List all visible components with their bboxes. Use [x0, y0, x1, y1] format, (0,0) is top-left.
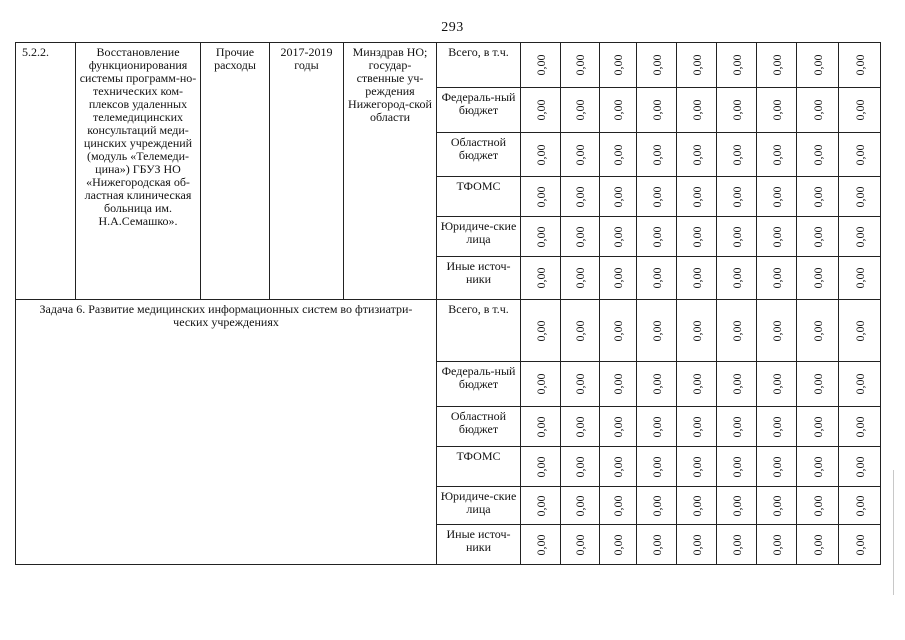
value-cell: 0,00 [677, 177, 717, 217]
value-cell: 0,00 [561, 177, 600, 217]
value-cell: 0,00 [637, 257, 677, 300]
value-cell: 0,00 [839, 362, 881, 407]
value-cell: 0,00 [717, 257, 757, 300]
value-cell: 0,00 [757, 177, 797, 217]
value-cell: 0,00 [561, 487, 600, 525]
value-cell: 0,00 [797, 177, 839, 217]
value-cell: 0,00 [600, 43, 637, 88]
value-cell: 0,00 [757, 447, 797, 487]
value-cell: 0,00 [757, 88, 797, 133]
value-cell: 0,00 [600, 362, 637, 407]
value-cell: 0,00 [757, 362, 797, 407]
value-cell: 0,00 [600, 525, 637, 565]
value-cell: 0,00 [561, 43, 600, 88]
value-cell: 0,00 [677, 257, 717, 300]
value-cell: 0,00 [600, 487, 637, 525]
value-cell: 0,00 [561, 217, 600, 257]
value-cell: 0,00 [717, 300, 757, 362]
value-cell: 0,00 [600, 257, 637, 300]
funding-source: Иные источ-ники [437, 525, 521, 565]
funding-source: Всего, в т.ч. [437, 300, 521, 362]
funding-source: Юридиче-ские лица [437, 217, 521, 257]
value-cell: 0,00 [839, 525, 881, 565]
value-cell: 0,00 [600, 133, 637, 177]
value-cell: 0,00 [677, 43, 717, 88]
value-cell: 0,00 [839, 177, 881, 217]
value-cell: 0,00 [561, 300, 600, 362]
value-cell: 0,00 [717, 43, 757, 88]
value-cell: 0,00 [839, 88, 881, 133]
value-cell: 0,00 [757, 43, 797, 88]
value-cell: 0,00 [637, 177, 677, 217]
value-cell: 0,00 [521, 88, 561, 133]
value-cell: 0,00 [717, 217, 757, 257]
value-cell: 0,00 [521, 525, 561, 565]
value-cell: 0,00 [717, 525, 757, 565]
value-cell: 0,00 [521, 300, 561, 362]
value-cell: 0,00 [717, 177, 757, 217]
scan-edge-line [893, 470, 894, 595]
value-cell: 0,00 [797, 487, 839, 525]
value-cell: 0,00 [521, 43, 561, 88]
value-cell: 0,00 [637, 217, 677, 257]
expense-type: Прочие расходы [201, 43, 270, 300]
value-cell: 0,00 [637, 133, 677, 177]
value-cell: 0,00 [797, 257, 839, 300]
value-cell: 0,00 [839, 257, 881, 300]
value-cell: 0,00 [521, 447, 561, 487]
funding-source: Федераль-ный бюджет [437, 362, 521, 407]
value-cell: 0,00 [521, 177, 561, 217]
value-cell: 0,00 [637, 447, 677, 487]
measure-name: Восстановление функционирования системы программ-но-технических ком-плексов удаленных телемедицинских консультаций меди-цинских учреждений (модуль «Телемеди-цина») ГБУЗ НО «Нижегородская об-ластная клиническая больница им. Н.А.Семашко». [76, 43, 201, 300]
value-cell: 0,00 [757, 407, 797, 447]
funding-source: Федераль-ный бюджет [437, 88, 521, 133]
value-cell: 0,00 [797, 300, 839, 362]
value-cell: 0,00 [757, 300, 797, 362]
funding-source: Областной бюджет [437, 133, 521, 177]
value-cell: 0,00 [677, 487, 717, 525]
value-cell: 0,00 [839, 487, 881, 525]
value-cell: 0,00 [757, 525, 797, 565]
value-cell: 0,00 [717, 133, 757, 177]
value-cell: 0,00 [521, 133, 561, 177]
value-cell: 0,00 [839, 133, 881, 177]
value-cell: 0,00 [797, 525, 839, 565]
value-cell: 0,00 [839, 217, 881, 257]
value-cell: 0,00 [677, 407, 717, 447]
row-number: 5.2.2. [16, 43, 76, 300]
value-cell: 0,00 [561, 257, 600, 300]
value-cell: 0,00 [561, 525, 600, 565]
budget-table [15, 42, 881, 565]
value-cell: 0,00 [637, 525, 677, 565]
value-cell: 0,00 [677, 447, 717, 487]
value-cell: 0,00 [757, 217, 797, 257]
value-cell: 0,00 [600, 177, 637, 217]
value-cell: 0,00 [521, 257, 561, 300]
value-cell: 0,00 [797, 217, 839, 257]
value-cell: 0,00 [757, 487, 797, 525]
value-cell: 0,00 [797, 447, 839, 487]
value-cell: 0,00 [561, 407, 600, 447]
value-cell: 0,00 [717, 362, 757, 407]
executor: Минздрав НО; государ-ственные уч-реждения Нижегород-ской области [344, 43, 437, 300]
value-cell: 0,00 [677, 88, 717, 133]
value-cell: 0,00 [839, 43, 881, 88]
value-cell: 0,00 [600, 217, 637, 257]
task-title: Задача 6. Развитие медицинских информационных систем во фтизиатри-ческих учреждениях [16, 300, 437, 565]
value-cell: 0,00 [797, 43, 839, 88]
value-cell: 0,00 [677, 362, 717, 407]
value-cell: 0,00 [797, 362, 839, 407]
value-cell: 0,00 [521, 487, 561, 525]
value-cell: 0,00 [677, 300, 717, 362]
value-cell: 0,00 [797, 88, 839, 133]
value-cell: 0,00 [637, 43, 677, 88]
table-row [16, 43, 881, 88]
funding-source: ТФОМС [437, 447, 521, 487]
implementation-period: 2017-2019 годы [270, 43, 344, 300]
value-cell: 0,00 [600, 88, 637, 133]
value-cell: 0,00 [637, 407, 677, 447]
value-cell: 0,00 [717, 487, 757, 525]
value-cell: 0,00 [637, 487, 677, 525]
value-cell: 0,00 [561, 133, 600, 177]
value-cell: 0,00 [600, 407, 637, 447]
table-row [16, 300, 881, 362]
funding-source: Всего, в т.ч. [437, 43, 521, 88]
funding-source: Иные источ-ники [437, 257, 521, 300]
table-body [16, 43, 881, 565]
value-cell: 0,00 [757, 257, 797, 300]
value-cell: 0,00 [521, 217, 561, 257]
value-cell: 0,00 [637, 88, 677, 133]
value-cell: 0,00 [757, 133, 797, 177]
value-cell: 0,00 [637, 300, 677, 362]
value-cell: 0,00 [839, 407, 881, 447]
value-cell: 0,00 [797, 407, 839, 447]
value-cell: 0,00 [677, 217, 717, 257]
value-cell: 0,00 [521, 407, 561, 447]
value-cell: 0,00 [561, 447, 600, 487]
value-cell: 0,00 [677, 525, 717, 565]
funding-source: Юридиче-ские лица [437, 487, 521, 525]
value-cell: 0,00 [600, 447, 637, 487]
value-cell: 0,00 [717, 88, 757, 133]
funding-source: Областной бюджет [437, 407, 521, 447]
funding-source: ТФОМС [437, 177, 521, 217]
value-cell: 0,00 [600, 300, 637, 362]
value-cell: 0,00 [717, 447, 757, 487]
value-cell: 0,00 [677, 133, 717, 177]
value-cell: 0,00 [561, 362, 600, 407]
page-number: 293 [441, 20, 464, 35]
value-cell: 0,00 [797, 133, 839, 177]
value-cell: 0,00 [561, 88, 600, 133]
value-cell: 0,00 [637, 362, 677, 407]
value-cell: 0,00 [521, 362, 561, 407]
value-cell: 0,00 [839, 447, 881, 487]
value-cell: 0,00 [717, 407, 757, 447]
value-cell: 0,00 [839, 300, 881, 362]
